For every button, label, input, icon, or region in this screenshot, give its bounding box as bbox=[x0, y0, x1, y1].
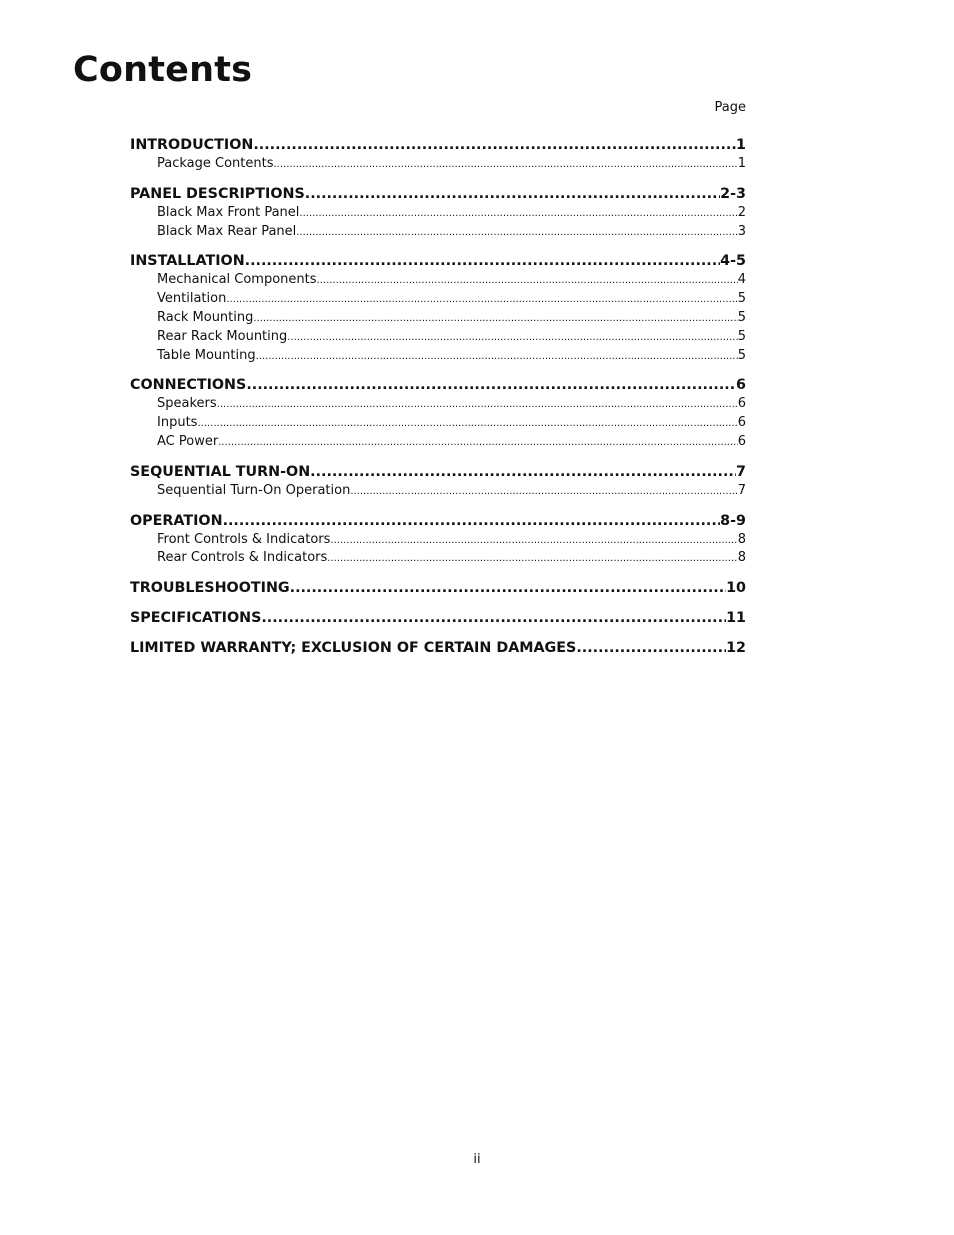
toc-subentry-page: 8 bbox=[737, 550, 746, 566]
toc-subentry-label: Rear Controls & Indicators bbox=[157, 550, 328, 566]
toc-entry-label: SPECIFICATIONS bbox=[130, 610, 262, 627]
dot-leader bbox=[246, 375, 736, 395]
toc-subentry-page: 1 bbox=[737, 156, 746, 171]
toc-entry-page: 6 bbox=[736, 377, 746, 394]
toc-subentry-page: 5 bbox=[737, 309, 746, 325]
toc-subentry-page: 6 bbox=[737, 396, 746, 412]
dot-leader bbox=[350, 483, 737, 501]
toc-section-panel-descriptions bbox=[130, 184, 746, 242]
toc-entry-introduction[interactable] bbox=[130, 135, 746, 155]
toc-section-troubleshooting bbox=[130, 578, 746, 598]
toc-entry-page: 7 bbox=[736, 463, 746, 480]
toc-subentry-label: Mechanical Components bbox=[157, 272, 317, 288]
toc-subentry-speakers[interactable] bbox=[130, 395, 746, 414]
toc-subentry-label: Package Contents bbox=[157, 156, 274, 171]
toc-entry-label: INTRODUCTION bbox=[130, 137, 254, 153]
toc-subentry-page: 5 bbox=[737, 328, 746, 344]
toc-subentry-label: AC Power bbox=[157, 433, 219, 449]
toc-entry-troubleshooting[interactable] bbox=[130, 578, 746, 598]
toc-entry-connections[interactable] bbox=[130, 375, 746, 395]
dot-leader bbox=[330, 532, 737, 550]
toc-subentry-front-panel[interactable] bbox=[130, 204, 746, 223]
toc-subentry-sequential-turn-on-operation[interactable] bbox=[130, 482, 746, 501]
toc-entry-sequential-turn-on[interactable] bbox=[130, 462, 746, 482]
toc-entry-specifications[interactable] bbox=[130, 608, 746, 628]
dot-leader bbox=[253, 135, 736, 155]
toc-subentry-front-controls[interactable] bbox=[130, 531, 746, 550]
toc-subentry-rear-controls[interactable] bbox=[130, 549, 746, 568]
footer-page-number: ii bbox=[473, 1152, 481, 1167]
toc-section-operation bbox=[130, 511, 746, 569]
toc-subentry-label: Table Mounting bbox=[157, 347, 256, 363]
toc-entry-label: INSTALLATION bbox=[130, 253, 245, 270]
dot-leader bbox=[299, 205, 737, 223]
toc-subentry-label: Ventilation bbox=[157, 291, 227, 307]
dot-leader bbox=[218, 434, 738, 452]
dot-leader bbox=[287, 329, 737, 347]
toc-entry-page: 8-9 bbox=[720, 512, 746, 529]
toc-subentry-page: 5 bbox=[737, 291, 746, 307]
dot-leader bbox=[327, 550, 737, 568]
dot-leader bbox=[226, 291, 737, 309]
dot-leader bbox=[576, 638, 726, 658]
toc-section-installation bbox=[130, 251, 746, 365]
toc-entry-page: 10 bbox=[726, 580, 746, 597]
toc-subentry-table-mounting[interactable] bbox=[130, 347, 746, 366]
toc-subentry-inputs[interactable] bbox=[130, 414, 746, 433]
toc-section-specifications bbox=[130, 608, 746, 628]
page-column-label: Page bbox=[714, 100, 746, 115]
dot-leader bbox=[261, 608, 726, 628]
toc-section-introduction bbox=[130, 135, 746, 174]
dot-leader bbox=[290, 578, 726, 598]
dot-leader bbox=[310, 462, 736, 482]
toc-entry-label: OPERATION bbox=[130, 512, 223, 529]
toc-section-sequential-turn-on bbox=[130, 462, 746, 501]
toc-subentry-page: 6 bbox=[737, 433, 746, 449]
toc-entry-page: 11 bbox=[726, 610, 746, 627]
toc-entry-label: LIMITED WARRANTY; EXCLUSION OF CERTAIN DAMAGES bbox=[130, 640, 577, 657]
toc-subentry-ac-power[interactable] bbox=[130, 433, 746, 452]
toc-entry-panel-descriptions[interactable] bbox=[130, 184, 746, 204]
toc-subentry-label: Speakers bbox=[157, 396, 217, 412]
dot-leader bbox=[245, 251, 721, 271]
toc-entry-label: TROUBLESHOOTING bbox=[130, 580, 290, 597]
dot-leader bbox=[274, 156, 738, 174]
dot-leader bbox=[317, 272, 738, 290]
toc-entry-page: 12 bbox=[726, 640, 746, 657]
dot-leader bbox=[256, 348, 738, 366]
dot-leader bbox=[217, 396, 738, 414]
toc-entry-label: PANEL DESCRIPTIONS bbox=[130, 185, 305, 202]
toc-subentry-label: Front Controls & Indicators bbox=[157, 531, 331, 547]
toc-entry-page: 1 bbox=[736, 137, 746, 153]
toc-subentry-mechanical-components[interactable] bbox=[130, 271, 746, 290]
toc-section-limited-warranty bbox=[130, 638, 746, 658]
page-title: Contents bbox=[73, 50, 253, 90]
toc-subentry-page: 5 bbox=[737, 347, 746, 363]
toc-subentry-label: Sequential Turn-On Operation bbox=[157, 482, 351, 498]
toc-subentry-label: Rack Mounting bbox=[157, 309, 254, 325]
toc-entry-label: SEQUENTIAL TURN-ON bbox=[130, 463, 311, 480]
dot-leader bbox=[253, 310, 737, 328]
dot-leader bbox=[197, 415, 737, 433]
toc-subentry-rear-panel[interactable] bbox=[130, 223, 746, 242]
toc-subentry-label: Inputs bbox=[157, 415, 198, 431]
toc-entry-installation[interactable] bbox=[130, 251, 746, 271]
toc-subentry-page: 8 bbox=[737, 531, 746, 547]
toc-subentry-label: Rear Rack Mounting bbox=[157, 328, 288, 344]
toc-section-connections bbox=[130, 375, 746, 451]
toc-subentry-label: Black Max Front Panel bbox=[157, 204, 300, 220]
toc-subentry-page: 7 bbox=[737, 482, 746, 498]
toc-subentry-page: 4 bbox=[737, 272, 746, 288]
table-of-contents bbox=[130, 135, 746, 668]
dot-leader bbox=[305, 184, 720, 204]
toc-entry-page: 4-5 bbox=[720, 253, 746, 270]
toc-entry-page: 2-3 bbox=[720, 185, 746, 202]
toc-entry-operation[interactable] bbox=[130, 511, 746, 531]
dot-leader bbox=[223, 511, 721, 531]
toc-subentry-page: 6 bbox=[737, 415, 746, 431]
toc-entry-label: CONNECTIONS bbox=[130, 377, 247, 394]
toc-subentry-package-contents[interactable] bbox=[130, 155, 746, 174]
toc-subentry-label: Black Max Rear Panel bbox=[157, 223, 297, 239]
toc-subentry-page: 3 bbox=[737, 223, 746, 239]
toc-subentry-ventilation[interactable] bbox=[130, 290, 746, 309]
toc-subentry-rack-mounting[interactable] bbox=[130, 309, 746, 328]
dot-leader bbox=[296, 224, 737, 242]
toc-entry-limited-warranty[interactable] bbox=[130, 638, 746, 658]
toc-subentry-rear-rack-mounting[interactable] bbox=[130, 328, 746, 347]
toc-subentry-page: 2 bbox=[737, 204, 746, 220]
